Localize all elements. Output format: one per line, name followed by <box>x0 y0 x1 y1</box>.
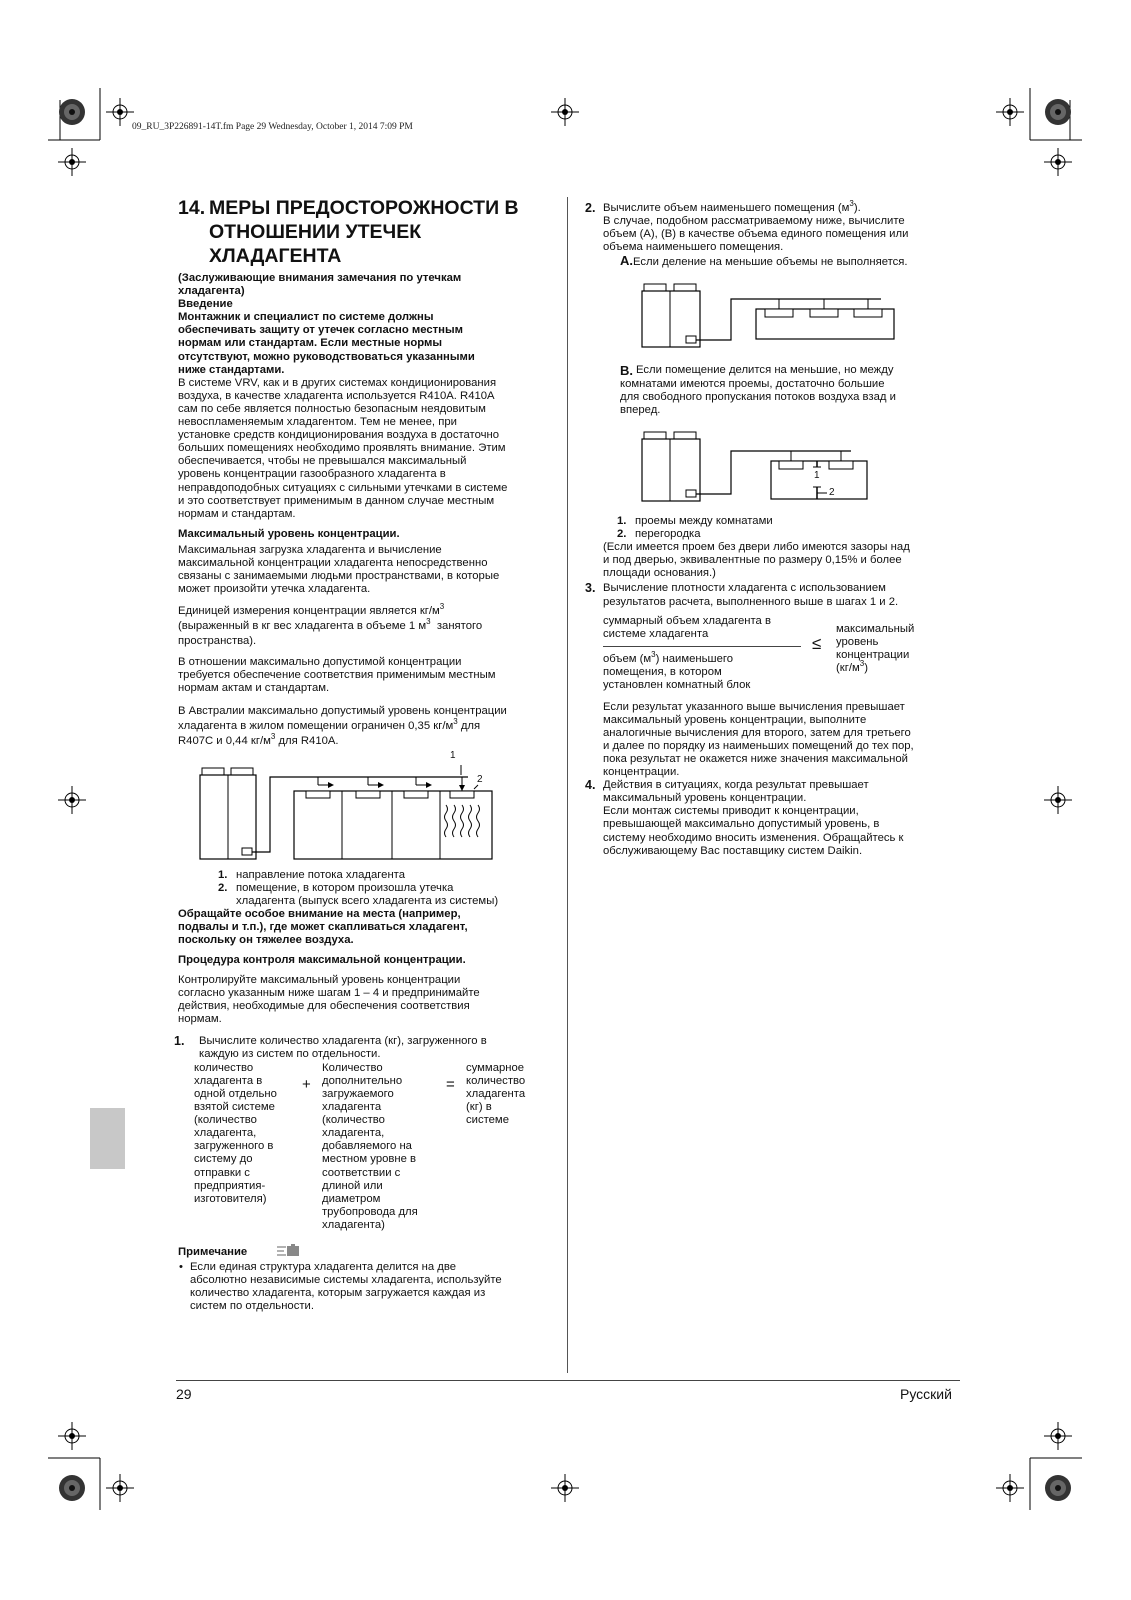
text-line: загружаемого <box>322 1087 394 1100</box>
unit-paragraph <box>178 604 558 649</box>
superscript: 3 <box>270 731 276 741</box>
text-line: максимальной концентрации хладагента непосредственно <box>178 556 488 569</box>
text: объем (м <box>603 652 652 665</box>
footer-language: Русский <box>900 1386 952 1402</box>
text-line: площади основания.) <box>603 567 716 580</box>
text-line: вперед. <box>620 403 661 416</box>
text-line: сам по себе является полностью безопасным неядовитым <box>178 402 486 415</box>
text-line: нормам и стандартам. <box>178 507 296 520</box>
text-line: длиной или <box>322 1179 383 1192</box>
legend-number: 2. <box>218 881 228 894</box>
step-number: 3. <box>585 581 596 596</box>
procedure-heading: Процедура контроля максимальной концентрации. <box>178 954 466 967</box>
step-number: 1. <box>174 1033 185 1048</box>
text-line: нормам актам и стандартам. <box>178 682 330 695</box>
text-line: установлен комнатный блок <box>603 678 751 691</box>
text: R407C и 0,44 кг/м <box>178 734 271 747</box>
intro-heading: Введение <box>178 298 233 311</box>
equals-sign: = <box>446 1075 455 1093</box>
text-line: максимальный уровень концентрации, выполните <box>603 713 867 726</box>
section-title-line: ХЛАДАГЕНТА <box>209 245 342 267</box>
text-line: и под дверью, эквивалентные по размеру 0,15% и более <box>603 554 902 567</box>
case-a <box>585 254 957 269</box>
text-line: обслуживающему Вас поставщику систем Daikin. <box>603 844 863 857</box>
text-line: согласно указанным ниже шагам 1 – 4 и предпринимайте <box>178 987 480 1000</box>
text-line: системе <box>466 1114 509 1127</box>
legend-number: 1. <box>617 514 627 527</box>
text-line: отсутствуют, можно руководствоваться указанными <box>178 350 475 363</box>
text-line: объема наименьшего помещения. <box>603 241 784 254</box>
text-line: диаметром <box>322 1192 381 1205</box>
subtitle-line: (Заслуживающие внимания замечания по утечкам <box>178 272 462 284</box>
legend-text: проемы между комнатами <box>635 514 773 527</box>
australia-paragraph <box>178 704 558 749</box>
intro-bold-paragraph <box>178 311 558 376</box>
text-line: действия, необходимые для обеспечения соответствия <box>178 1000 470 1013</box>
text: для <box>457 719 481 732</box>
formula-term-additional <box>322 1062 442 1232</box>
note-pencil-icon <box>276 1244 302 1258</box>
text-line: для свободного пропускания потоков воздуха взад и <box>620 390 896 403</box>
text: для R410A. <box>275 734 339 747</box>
legend-text: хладагента (выпуск всего хладагента из системы) <box>236 894 499 907</box>
text-line: Максимальная загрузка хладагента и вычисление <box>178 543 442 556</box>
formula-max-level <box>836 623 946 675</box>
attention-paragraph <box>178 908 558 947</box>
text: ). <box>853 202 861 214</box>
text-line: хладагента <box>466 1087 526 1100</box>
formula-numerator <box>603 615 803 641</box>
step-number: 4. <box>585 778 596 793</box>
text-line: поскольку он тяжелее воздуха. <box>178 934 354 946</box>
text-line: В системе VRV, как и в других системах кондиционирования <box>178 376 497 389</box>
left-column <box>174 196 558 1313</box>
step-2 <box>585 201 957 215</box>
case-a-diagram <box>641 283 957 353</box>
text-line: результатов расчета, выполненного выше в шагах 1 и 2. <box>603 595 899 608</box>
intro-paragraph <box>178 377 558 521</box>
text: ) <box>864 661 868 674</box>
text-line: количество <box>194 1061 254 1074</box>
text-line: больших помещениях необходимо проявлять внимание. Этим <box>178 442 506 455</box>
text-line: хладагента <box>322 1101 382 1114</box>
text: Если деление на меньшие объемы не выполняется. <box>633 256 908 269</box>
text-line: пространства). <box>178 635 257 648</box>
legend-text: помещение, в котором произошла утечка <box>236 881 454 894</box>
text-line: объем (A), (B) в качестве объема единого помещения или <box>603 228 909 241</box>
text-line: одной отдельно <box>194 1087 277 1100</box>
max-level-heading: Максимальный уровень концентрации. <box>178 527 400 540</box>
text: Вычислите объем наименьшего помещения (м <box>603 202 850 214</box>
text-line: систем по отдельности. <box>190 1300 314 1313</box>
note-header <box>178 1246 558 1260</box>
text-line: количество <box>466 1074 526 1087</box>
text-line: может произойти утечка хладагента. <box>178 583 371 596</box>
formula-denominator <box>603 649 803 692</box>
text-line: Если результат указанного выше вычисления превышает <box>603 700 905 713</box>
fraction-bar <box>603 646 801 647</box>
text-line: В Австралии максимально допустимый уровень концентрации <box>178 704 507 717</box>
case-letter: A. <box>620 253 633 269</box>
leak-diagram-label-1: 1 <box>450 749 456 761</box>
compliance-paragraph <box>178 656 558 695</box>
page-number: 29 <box>176 1386 192 1402</box>
step-2-body <box>585 215 957 254</box>
step-3-result <box>585 701 957 780</box>
text-line: пока результат не окажется ниже значения максимальной <box>603 752 908 765</box>
plus-sign: + <box>302 1075 311 1093</box>
formula-result <box>466 1062 556 1127</box>
section-title-line: МЕРЫ ПРЕДОСТОРОЖНОСТИ В <box>209 197 519 219</box>
text-line: В отношении максимально допустимой концентрации <box>178 656 462 669</box>
superscript: 3 <box>426 617 431 627</box>
legend-number: 2. <box>617 528 627 541</box>
step-1 <box>174 1033 558 1061</box>
case-b-label-1: 1 <box>814 469 820 481</box>
case-b-legend <box>585 515 957 541</box>
text-line: концентрации. <box>603 766 680 779</box>
text-line: Действия в ситуациях, когда результат превышает <box>603 779 869 792</box>
subtitle-line: хладагента) <box>178 285 245 298</box>
text-line: связаны с занимаемыми людьми пространствами, в которые <box>178 570 500 583</box>
text-line: обеспечивать защиту от утечек согласно местным <box>178 324 464 337</box>
text-line: Если монтаж системы приводит к концентрации, <box>603 805 859 818</box>
case-b-diagram <box>641 429 957 509</box>
text-line: отправки с <box>194 1166 250 1179</box>
superscript: 3 <box>651 649 656 659</box>
text-line: систему необходимо вносить изменения. Обращайтесь к <box>603 831 904 844</box>
text-line: ниже стандартами. <box>178 363 285 376</box>
text-line: местном уровне в <box>322 1153 417 1166</box>
text-line: хладагента) <box>322 1218 385 1231</box>
text-line: трубопровода для <box>322 1205 418 1218</box>
text-line: максимальный уровень концентрации. <box>603 792 807 805</box>
note-heading: Примечание <box>178 1245 248 1258</box>
text-line: уровень <box>836 635 879 648</box>
text-line: В случае, подобном рассматриваемому ниже, вычислите <box>603 215 905 227</box>
text-line: Монтажник и специалист по системе должны <box>178 311 434 324</box>
case-letter: B. <box>620 363 633 379</box>
less-equal-sign: ≤ <box>812 633 822 653</box>
text-line: хладагента в <box>194 1074 263 1087</box>
leak-diagram-label-2: 2 <box>477 773 483 785</box>
section-title <box>178 196 558 272</box>
case-b-diagram-svg <box>641 429 901 505</box>
text-line: и далее по порядку из наименьших помещений до тех пор, <box>603 739 914 752</box>
text-line: неправдоподобных ситуациях с сильными утечками в системе <box>178 481 508 494</box>
superscript: 3 <box>439 602 445 612</box>
text-line: невоспламеняемым хладагентом. Тем не менее, при <box>178 416 457 429</box>
file-info-header: 09_RU_3P226891-14T.fm Page 29 Wednesday, October 1, 2014 7:09 PM <box>132 122 413 132</box>
procedure-paragraph <box>178 974 558 1026</box>
side-tab <box>90 1108 125 1169</box>
text-line: Вычислите количество хладагента (кг), загруженного в <box>199 1034 487 1047</box>
text-line: воздуха, в качестве хладагента используется R410A. R410A <box>178 389 495 402</box>
legend-number: 1. <box>218 868 228 881</box>
text-line: Контролируйте максимальный уровень концентрации <box>178 974 461 987</box>
text-line: нормам. <box>178 1013 222 1026</box>
legend-text: направление потока хладагента <box>236 868 406 881</box>
text-line: помещения, в котором <box>603 665 722 678</box>
fig1-legend <box>178 869 558 908</box>
text-line: дополнительно <box>322 1074 403 1087</box>
text-line: взятой системе <box>194 1101 275 1114</box>
subtitle <box>178 272 558 298</box>
formula-term-factory <box>194 1062 304 1206</box>
legend-text: перегородка <box>635 528 701 541</box>
text-line: Вычисление плотности хладагента с использованием <box>603 582 886 595</box>
text-line: Если единая структура хладагента делится на две <box>190 1260 457 1273</box>
text-line: аналогичные вычисления для второго, затем для третьего <box>603 726 911 739</box>
text: (кг/м <box>836 661 860 674</box>
text-line: подвалы и т.п.), где может скапливаться хладагент, <box>178 920 468 933</box>
text-line: суммарный объем хладагента в <box>603 614 771 627</box>
superscript: 3 <box>849 199 854 209</box>
text-line: уровень концентрации газообразного хладагента в <box>178 468 446 481</box>
text-line: Если помещение делится на меньшие, но между <box>636 364 894 377</box>
text-line: Обращайте особое внимание на места (например, <box>178 907 461 920</box>
text-line: комнатами имеются проемы, достаточно большие <box>620 377 885 390</box>
column-divider <box>567 197 568 1373</box>
text-line: максимальный <box>836 622 915 635</box>
max-level-paragraph <box>178 544 558 596</box>
text-line: хладагента, <box>322 1127 385 1140</box>
text-line: систему до <box>194 1153 253 1166</box>
text-line: превышающей максимально допустимый уровень, в <box>603 818 880 831</box>
text-line: хладагента, <box>194 1127 257 1140</box>
text-line: абсолютно независимые системы хладагента, используйте <box>190 1273 502 1286</box>
footer-rule <box>176 1380 960 1381</box>
step-4 <box>585 779 957 858</box>
leak-diagram-svg <box>178 763 558 863</box>
text-line: требуется обеспечение соответствия применимым местным <box>178 669 496 682</box>
text-line: системе хладагента <box>603 627 709 640</box>
step1-formula <box>178 1062 558 1238</box>
text-line: установке средств кондиционирования воздуха в достаточно <box>178 429 500 442</box>
bullet: • <box>179 1260 183 1273</box>
case-a-diagram-svg <box>641 283 901 349</box>
text-line: добавляемого на <box>322 1140 412 1153</box>
section-number: 14. <box>178 197 206 219</box>
case-b-label-2: 2 <box>829 486 835 498</box>
text-line: загруженного в <box>194 1140 274 1153</box>
section-title-line: ОТНОШЕНИИ УТЕЧЕК <box>209 221 422 243</box>
note-paragraph <box>178 1261 558 1313</box>
text: (выраженный в кг вес хладагента в объеме 1 м <box>178 620 427 633</box>
text: хладагента в жилом помещении ограничен 0,35 кг/м <box>178 719 454 732</box>
case-b-note <box>585 541 957 580</box>
text-line: (кг) в <box>466 1101 492 1114</box>
density-formula <box>585 615 957 695</box>
superscript: 3 <box>453 716 458 726</box>
text-line: изготовителя) <box>194 1192 267 1205</box>
text-line: (Если имеется проем без двери либо имеются зазоры над <box>603 541 910 554</box>
text-line: суммарное <box>466 1061 525 1074</box>
text-line: обеспечивается, чтобы не превышался максимальный <box>178 455 467 468</box>
text: ) наименьшего <box>655 652 734 665</box>
text-line: и это соответствует применимым в данном случае местным <box>178 494 495 507</box>
text-line: каждую из систем по отдельности. <box>199 1047 381 1060</box>
text-line: (количество <box>322 1114 385 1127</box>
text-line: (количество <box>194 1114 257 1127</box>
text-line: концентрации <box>836 648 910 661</box>
text-line: нормам или стандартам. Если местные нормы <box>178 337 442 350</box>
step-number: 2. <box>585 201 596 215</box>
text: занятого <box>430 620 483 633</box>
case-b <box>585 364 957 416</box>
text-line: Количество <box>322 1061 383 1074</box>
text-line: количество хладагента, которым загружается каждая из <box>190 1286 486 1299</box>
leak-diagram <box>178 749 558 863</box>
text: Единицей измерения концентрации является кг/м <box>178 605 440 618</box>
text-line: предприятия- <box>194 1179 266 1192</box>
step-3 <box>585 582 957 608</box>
right-column <box>585 201 957 858</box>
superscript: 3 <box>859 659 865 669</box>
text-line: соответствии с <box>322 1166 401 1179</box>
